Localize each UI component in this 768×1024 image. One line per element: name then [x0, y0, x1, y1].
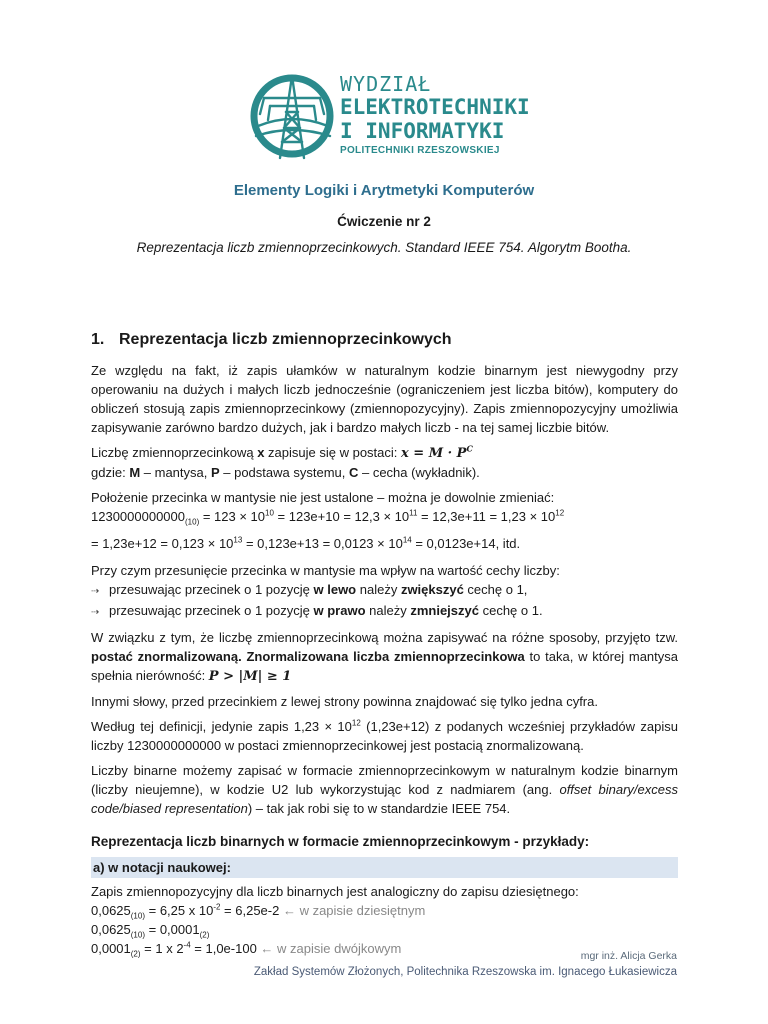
logo-line-2: ELEKTROTECHNIKI — [340, 95, 530, 119]
section-number: 1. — [91, 331, 105, 348]
logo-line-4: POLITECHNIKI RZESZOWSKIEJ — [340, 145, 500, 156]
exercise-topic: Reprezentacja liczb zmiennoprzecinkowych. Standard IEEE 754. Algorytm Bootha. — [136, 240, 632, 255]
main-content — [91, 330, 678, 958]
faculty-logo — [250, 66, 550, 166]
bullet-arrow-icon: ⇢ — [91, 586, 100, 597]
footer-author: mgr inż. Alicja Gerka — [580, 950, 677, 962]
equation-line-1: $1230000000000_{(10)} = 123 \times 10^{10} = 123e+10 = 12,3 \times 10^{11} = 12,3e+11 = 1,23 \times 10^{12}$ — [91, 508, 565, 527]
paragraph-binary-formats: Liczby binarne możemy zapisać w formacie zmiennoprzecinkowym w naturalnym kodzie binarnym (liczby nieujemne), w kodzie U2 lub wykorzystując kod z nadmiarem (ang. offset binary/excess code/biased representation) – tak jak robi się to w standardzie IEEE 754. — [91, 763, 678, 816]
bullet-shift-right: ⇢ przesuwając przecinek o 1 pozycję w prawo należy zmniejszyć cechę o 1. — [91, 601, 678, 622]
paragraph-shift: Przy czym przesunięcie przecinka w mantysie ma wpływ na wartość cechy liczby: — [91, 563, 560, 578]
formula-x: $x = M \cdot P^C$ — [401, 443, 473, 461]
logo-wordmark — [340, 74, 530, 156]
example-line-3: $0,0001_{(2)} = 1$ x $2^{-4} = 1,0e-100$ ← w zapisie dwójkowym — [91, 940, 402, 959]
pylon-emblem-icon — [250, 66, 334, 166]
examples-heading: Reprezentacja liczb binarnych w formacie zmiennoprzecinkowym - przykłady: — [91, 834, 590, 849]
paragraph-normalized: W związku z tym, że liczbę zmiennoprzecinkową można zapisywać na różne sposoby, przyjęto tzw. postać znormalizowaną. Znormalizowana liczba zmiennoprzecinkowa to taka, w której mantysa spełnia nierówność: P > |M| ≥ 1 — [91, 630, 678, 684]
course-title: Elementy Logiki i Arytmetyki Komputerów — [233, 182, 535, 199]
paragraph-definition: Liczbę zmiennoprzecinkową x zapisuje się w postaci: $x = M \cdot P^C$ — [91, 443, 473, 461]
bullet-shift-left: ⇢ przesuwając przecinek o 1 pozycję w lewo należy zwiększyć cechę o 1, — [91, 580, 678, 601]
bullet-arrow-icon: ⇢ — [91, 607, 100, 618]
paragraph-intro: Ze względu na fakt, iż zapis ułamków w naturalnym kodzie binarnym jest niewygodny przy operowaniu na dużych i małych liczb jednocześnie (ograniczeniem jest liczba bitów), komputery do obliczeń stosują zapis zmiennoprzecinkowy (zmiennopozycyjny). Zapis zmiennopozycyjny umożliwia zapisywanie zarówno bardzo dużych, jak i bardzo małych liczb - na tej samej liczbie bitów. — [91, 363, 678, 435]
equation-line-2: = $1,23e+12 = 0,123 \times 10^{13} = 0,123e+13 = 0,0123 \times 10^{14} = 0,0123e+14$, itd. — [91, 535, 521, 551]
section-title: Reprezentacja liczb zmiennoprzecinkowych — [119, 331, 452, 348]
binary-note: ← w zapisie dwójkowym — [260, 941, 402, 956]
examples-intro: Zapis zmiennopozycyjny dla liczb binarnych jest analogiczny do zapisu dziesiętnego: — [91, 884, 579, 899]
footer-institution: Zakład Systemów Złożonych, Politechnika Rzeszowska im. Ignacego Łukasiewicza — [253, 966, 677, 978]
example-line-2: $0,0625_{(10)} = 0,0001_{(2)}$ — [91, 922, 210, 940]
exercise-number: Ćwiczenie nr 2 — [337, 214, 431, 229]
paragraph-comma-position: Położenie przecinka w mantysie nie jest ustalone – można je dowolnie zmieniać: — [91, 490, 555, 505]
paragraph-where: gdzie: M – mantysa, P – podstawa systemu, C – cecha (wykładnik). — [91, 465, 480, 480]
section-heading — [91, 330, 678, 349]
formula-inequality: P > |M| ≥ 1 — [208, 669, 292, 684]
paragraph-one-digit: Innymi słowy, przed przecinkiem z lewej strony powinna znajdować się tylko jedna cyfra. — [91, 694, 598, 709]
logo-line-3: I INFORMATYKI — [340, 119, 505, 143]
paragraph-definition-example: Według tej definicji, jedynie zapis $1,23 \times 10^{12}$ (1,23e+12) z podanych wcześniej przykładów zapisu liczby 1230000000000 w postaci zmiennoprzecinkowej jest postacią znormalizowaną. — [91, 718, 678, 753]
scientific-notation-band: a) w notacji naukowej: — [91, 857, 678, 878]
logo-line-1: WYDZIAŁ — [340, 72, 432, 96]
example-line-1: $0,0625_{(10)} = 6,25$ x $10^{-2} = 6,25e-2$ ← w zapisie dziesiętnym — [91, 902, 426, 921]
decimal-note: ← w zapisie dziesiętnym — [282, 903, 426, 918]
